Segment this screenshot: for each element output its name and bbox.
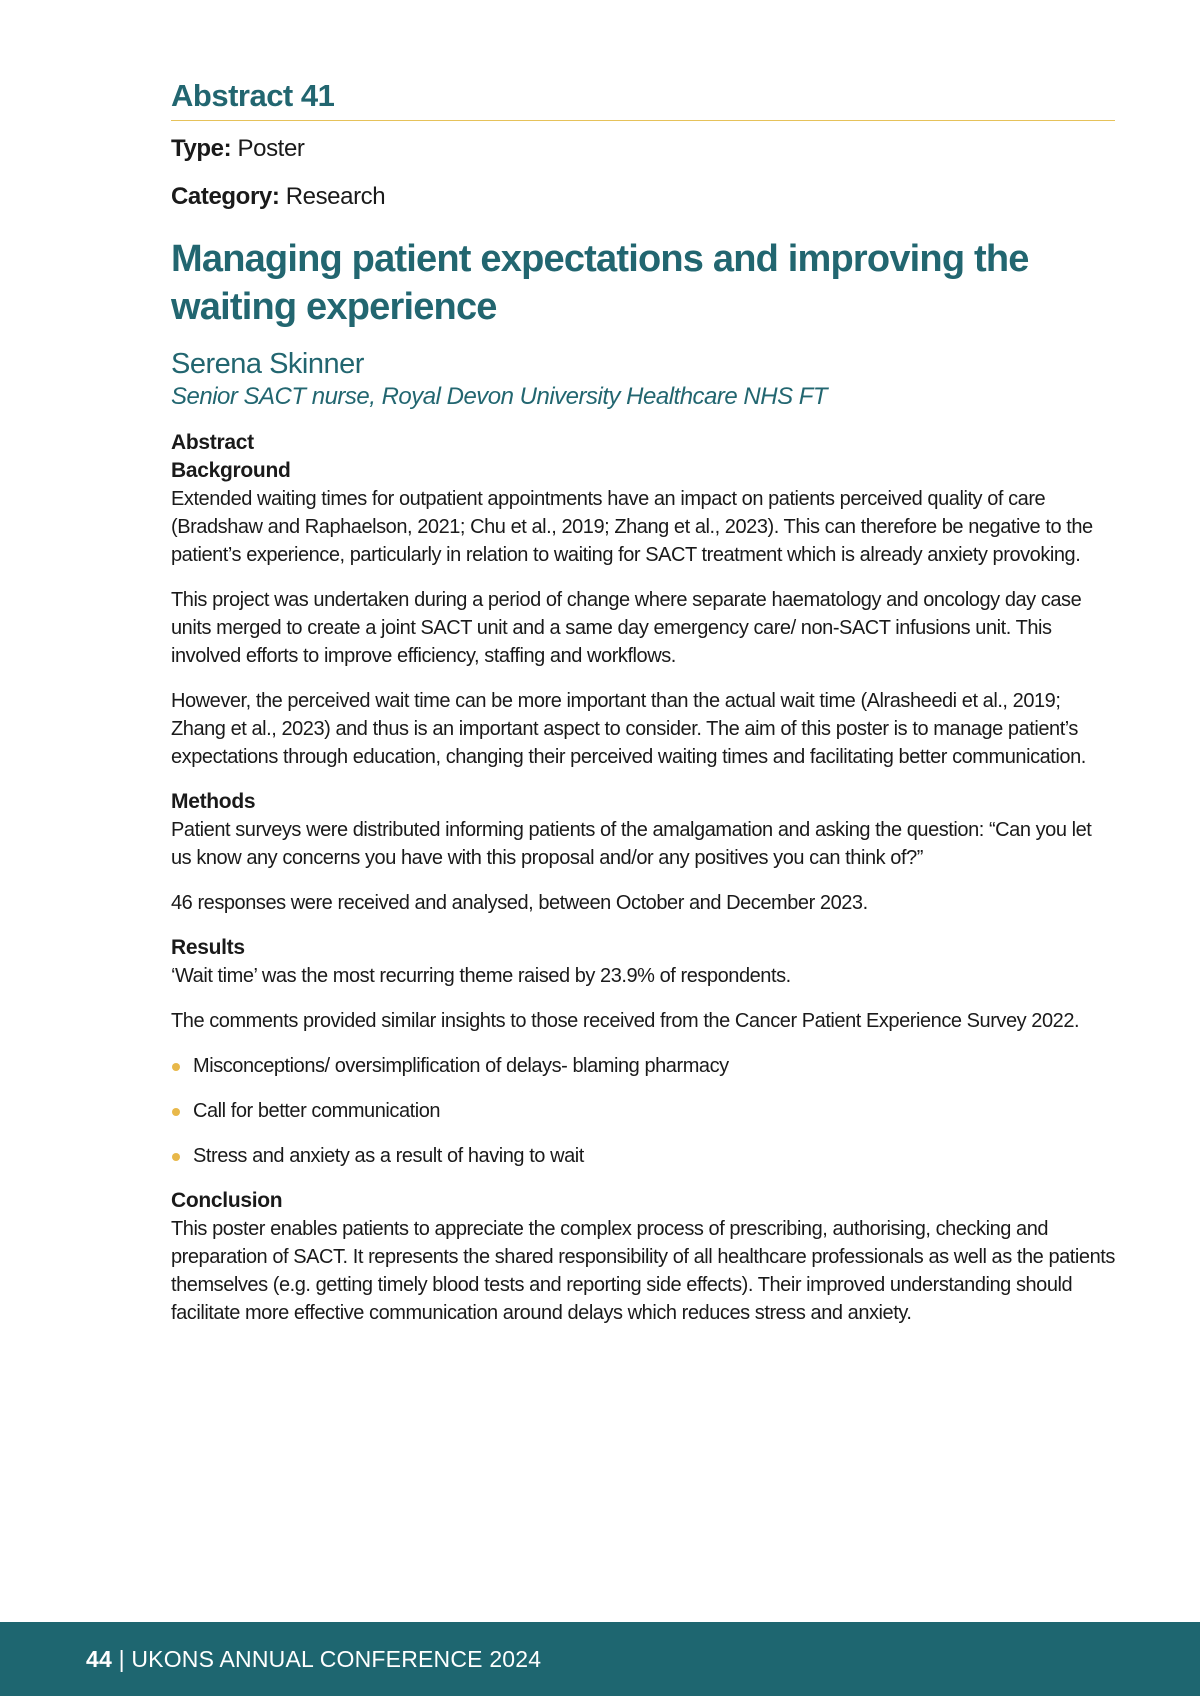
bullet-item (171, 1052, 1115, 1080)
methods-paragraph: 46 responses were received and analysed, between October and December 2023. (171, 892, 868, 914)
type-label: Type: (171, 135, 232, 162)
type-value: Poster (237, 135, 305, 162)
conclusion-paragraph: This poster enables patients to appreciate the complex process of prescribing, authorising, checking and preparation of SACT. It represents the shared responsibility of all healthcare professionals as well as the patients themselves (e.g. getting timely blood tests and reporting side effects). Their improved understanding should facilitate more effective communication around delays which reduces stress and anxiety. (171, 1218, 1115, 1324)
bullet-text: Misconceptions/ oversimplification of delays- blaming pharmacy (193, 1055, 729, 1077)
conference-name: UKONS ANNUAL CONFERENCE 2024 (131, 1646, 542, 1672)
abstract-page (171, 76, 1115, 1344)
background-paragraph: However, the perceived wait time can be more important than the actual wait time (Alrasheedi et al., 2019; Zhang et al., 2023) and thus is an important aspect to consider. The aim of this poster is to manage patient’s expectations through education, changing their perceived waiting times and facilitating better communication. (171, 690, 1086, 768)
author-name: Serena Skinner (171, 348, 364, 380)
background-paragraph: Extended waiting times for outpatient appointments have an impact on patients perceived quality of care (Bradshaw and Raphaelson, 2021; Chu et al., 2019; Zhang et al., 2023). This can therefore be negative to the patient’s experience, particularly in relation to waiting for SACT treatment which is already anxiety provoking. (171, 488, 1093, 566)
header-divider (171, 120, 1115, 121)
category-label: Category: (171, 183, 280, 210)
background-heading: Background (171, 459, 291, 482)
footer-text (86, 1644, 541, 1674)
methods-heading: Methods (171, 790, 256, 813)
bullet-text: Stress and anxiety as a result of having to wait (193, 1145, 584, 1167)
background-paragraph: This project was undertaken during a period of change where separate haematology and oncology day case units merged to create a joint SACT unit and a same day emergency care/ non-SACT infusions unit. This involved efforts to improve efficiency, staffing and workflows. (171, 589, 1082, 667)
results-bullet-list (171, 1052, 1115, 1170)
type-line (171, 133, 1115, 165)
bullet-dot-icon (172, 1108, 180, 1116)
abstract-heading: Abstract (171, 431, 254, 454)
bullet-item (171, 1142, 1115, 1170)
author-affiliation: Senior SACT nurse, Royal Devon University Healthcare NHS FT (171, 383, 828, 410)
page-number: 44 (86, 1646, 112, 1672)
bullet-dot-icon (172, 1153, 180, 1161)
methods-paragraph: Patient surveys were distributed informing patients of the amalgamation and asking the question: “Can you let us know any concerns you have with this proposal and/or any positives you can think of?” (171, 819, 1092, 869)
bullet-item (171, 1097, 1115, 1125)
bullet-text: Call for better communication (193, 1100, 441, 1122)
page-footer (0, 1622, 1200, 1696)
results-heading: Results (171, 936, 245, 959)
abstract-title: Managing patient expectations and improving the waiting experience (171, 238, 1029, 328)
category-value: Research (285, 183, 386, 210)
bullet-dot-icon (172, 1063, 180, 1071)
results-paragraph: ‘Wait time’ was the most recurring theme raised by 23.9% of respondents. (171, 965, 791, 987)
results-paragraph: The comments provided similar insights to those received from the Cancer Patient Experience Survey 2022. (171, 1010, 1080, 1032)
conclusion-heading: Conclusion (171, 1189, 283, 1212)
category-line (171, 181, 1115, 213)
abstract-number: Abstract 41 (171, 78, 335, 113)
footer-separator: | (118, 1646, 125, 1672)
